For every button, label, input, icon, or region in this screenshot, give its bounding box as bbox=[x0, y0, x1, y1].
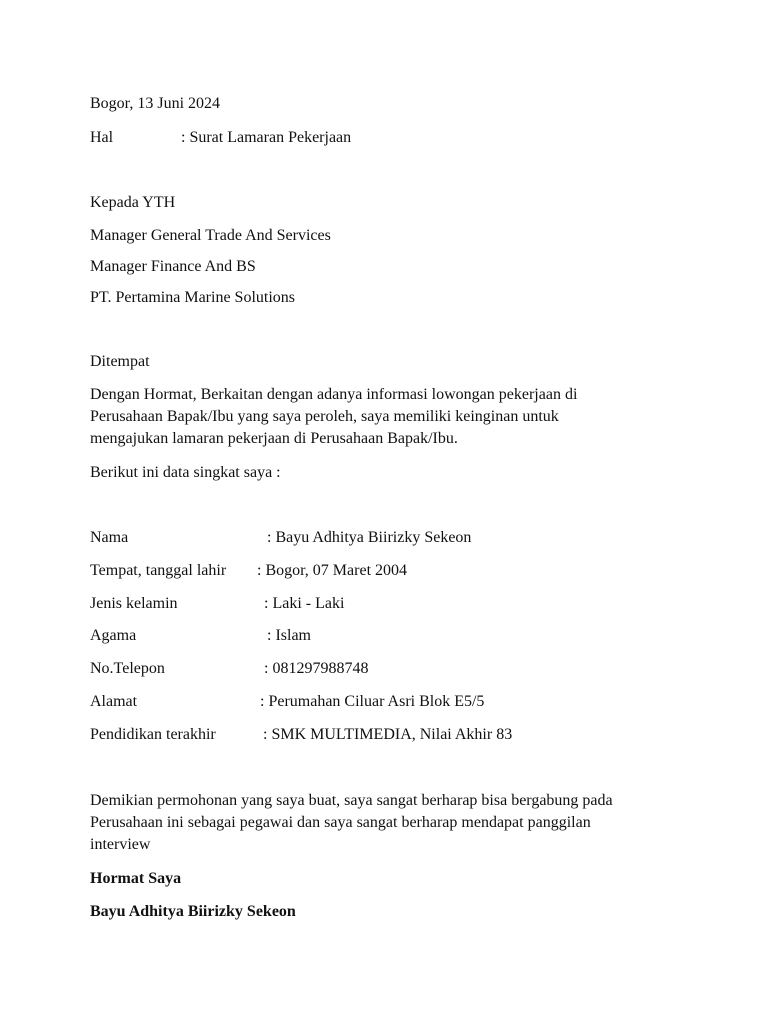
closing-paragraph-line: Demikian permohonan yang saya buat, saya sangat berharap bisa bergabung pada bbox=[90, 792, 613, 809]
recipient-place: Ditempat bbox=[90, 353, 150, 370]
data-value-religion: : Islam bbox=[267, 627, 311, 644]
signoff: Hormat Saya bbox=[90, 870, 182, 887]
recipient-line: PT. Pertamina Marine Solutions bbox=[90, 289, 296, 306]
data-value-address: : Perumahan Ciluar Asri Blok E5/5 bbox=[260, 693, 485, 710]
data-intro: Berikut ini data singkat saya : bbox=[90, 464, 281, 481]
subject-label: Hal bbox=[90, 129, 114, 146]
data-value-education: : SMK MULTIMEDIA, Nilai Akhir 83 bbox=[263, 726, 513, 743]
data-label-nama: Nama bbox=[90, 529, 129, 546]
data-value-gender: : Laki - Laki bbox=[264, 595, 345, 612]
data-label-religion: Agama bbox=[90, 627, 137, 644]
recipient-line: Manager Finance And BS bbox=[90, 258, 256, 275]
data-value-nama: : Bayu Adhitya Biirizky Sekeon bbox=[267, 529, 472, 546]
subject-value: : Surat Lamaran Pekerjaan bbox=[181, 129, 352, 146]
letter-date: Bogor, 13 Juni 2024 bbox=[90, 95, 221, 112]
opening-paragraph-line: mengajukan lamaran pekerjaan di Perusahaan Bapak/Ibu. bbox=[90, 430, 458, 447]
data-label-address: Alamat bbox=[90, 693, 138, 710]
data-label-phone: No.Telepon bbox=[90, 660, 165, 677]
data-label-education: Pendidikan terakhir bbox=[90, 726, 216, 743]
closing-paragraph-line: interview bbox=[90, 836, 151, 853]
data-label-ttl: Tempat, tanggal lahir bbox=[90, 562, 227, 579]
recipient-greeting: Kepada YTH bbox=[90, 194, 176, 211]
signature-name: Bayu Adhitya Biirizky Sekeon bbox=[90, 903, 296, 920]
data-value-ttl: : Bogor, 07 Maret 2004 bbox=[257, 562, 408, 579]
recipient-line: Manager General Trade And Services bbox=[90, 227, 331, 244]
closing-paragraph-line: Perusahaan ini sebagai pegawai dan saya sangat berharap mendapat panggilan bbox=[90, 814, 591, 831]
data-label-gender: Jenis kelamin bbox=[90, 595, 178, 612]
data-value-phone: : 081297988748 bbox=[264, 660, 369, 677]
opening-paragraph-line: Perusahaan Bapak/Ibu yang saya peroleh, saya memiliki keinginan untuk bbox=[90, 408, 559, 425]
opening-paragraph-line: Dengan Hormat, Berkaitan dengan adanya informasi lowongan pekerjaan di bbox=[90, 386, 578, 403]
